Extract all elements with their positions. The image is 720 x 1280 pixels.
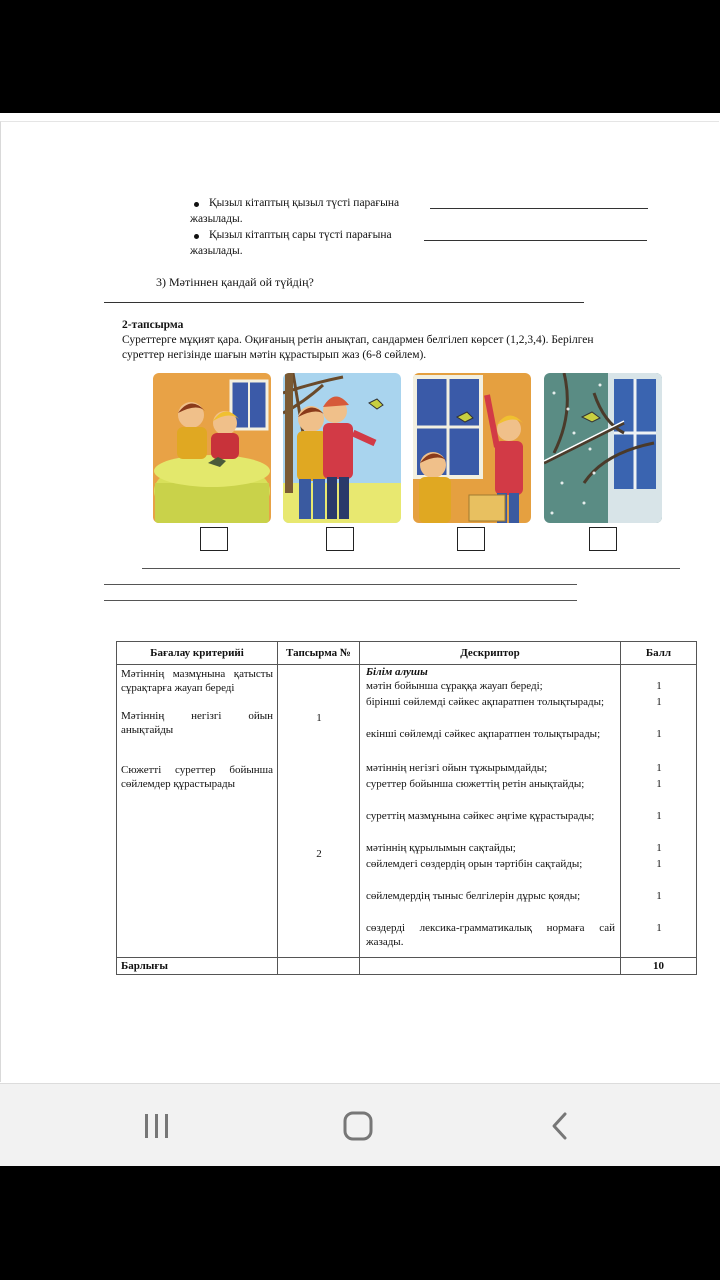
picture-2 [283, 373, 401, 523]
descriptor-item: бірінші сөйлемді сәйкес ақпаратпен толықтырады; [366, 696, 605, 708]
answer-line [142, 568, 680, 569]
bullet-1-cont: жазылады. [190, 213, 243, 225]
back-icon[interactable] [547, 1111, 573, 1141]
table-header-row [117, 642, 697, 665]
score-item: 1 [656, 858, 662, 870]
descriptor-item: сөйлемдердің тыныс белгілерін дұрыс қояды; [366, 890, 581, 902]
answer-line [424, 240, 647, 241]
bullet-1-text: Қызыл кітаптың қызыл түсті парағына [209, 197, 400, 209]
header-score: Балл [621, 642, 697, 665]
recent-apps-icon[interactable] [142, 1112, 172, 1140]
descriptor-item: сөздерді лексика-грамматикалық нормаға сай жазады. [366, 922, 615, 948]
order-box-1[interactable] [200, 527, 228, 551]
document-page [0, 113, 720, 1083]
table-total-row [117, 958, 697, 975]
descriptor-item: суреттер бойынша сюжеттің ретін анықтайды; [366, 778, 585, 790]
criteria-2: Сюжетті суреттер бойынша сөйлемдер құрастырады [121, 764, 273, 790]
task2-line2: суреттер негізінде шағын мәтін құрастырып жаз (6-8 сөйлем). [122, 349, 427, 361]
picture-3 [413, 373, 531, 523]
descriptor-item: сөйлемдегі сөздердің орын тәртібін сақтайды; [366, 858, 583, 870]
answer-line [430, 208, 648, 209]
total-label: Барлығы [117, 958, 278, 975]
answer-line [104, 600, 577, 601]
task-number-2: 2 [316, 848, 322, 860]
score-item: 1 [656, 890, 662, 902]
bullet-dot [194, 202, 199, 207]
bullet-dot [194, 234, 199, 239]
table-body-row [117, 665, 697, 958]
order-box-2[interactable] [326, 527, 354, 551]
score-cell [621, 665, 697, 958]
order-box-4[interactable] [589, 527, 617, 551]
bullet-2-cont: жазылады. [190, 245, 243, 257]
score-item: 1 [656, 842, 662, 854]
score-item: 1 [656, 680, 662, 692]
score-item: 1 [656, 810, 662, 822]
picture-4 [544, 373, 662, 523]
total-empty [360, 958, 621, 975]
score-item: 1 [656, 728, 662, 740]
descriptor-item: мәтіннің құрылымын сақтайды; [366, 842, 516, 854]
bullet-2-text: Қызыл кітаптың сары түсті парағына [209, 229, 392, 241]
total-value: 10 [621, 958, 697, 975]
descriptor-item: екінші сөйлемді сәйкес ақпаратпен толықтырады; [366, 728, 601, 740]
score-item: 1 [656, 762, 662, 774]
criteria-1a: Мәтіннің мазмұнына қатысты сұрақтарға жауап береді [121, 668, 273, 694]
criteria-1b: Мәтіннің негізгі ойын анықтайды [121, 710, 273, 736]
task-number-cell [278, 665, 360, 958]
task2-title: 2-тапсырма [122, 319, 184, 331]
home-icon[interactable] [342, 1111, 374, 1141]
descriptor-subheader: Білім алушы [366, 666, 428, 678]
navigation-bar [0, 1083, 720, 1167]
bottom-bezel [0, 1166, 720, 1280]
descriptor-item: суреттің мазмұнына сәйкес әңгіме құрастырады; [366, 810, 595, 822]
header-criteria: Бағалау критерийі [117, 642, 278, 665]
status-bar [0, 0, 720, 113]
header-task: Тапсырма № [278, 642, 360, 665]
total-empty [278, 958, 360, 975]
answer-line [104, 584, 577, 585]
score-item: 1 [656, 778, 662, 790]
answer-line [104, 302, 584, 303]
task2-line1: Суреттерге мұқият қара. Оқиғаның ретін анықтап, сандармен белгілеп көрсет (1,2,3,4). Берілген [122, 334, 594, 346]
score-item: 1 [656, 922, 662, 934]
question-3: 3) Мәтіннен қандай ой түйдің? [156, 275, 314, 289]
header-descriptor: Дескриптор [360, 642, 621, 665]
descriptor-item: мәтін бойынша сұраққа жауап береді; [366, 680, 543, 692]
task-number-1: 1 [316, 712, 322, 724]
picture-1 [153, 373, 271, 523]
descriptor-cell [360, 665, 621, 958]
criteria-cell [117, 665, 278, 958]
order-box-3[interactable] [457, 527, 485, 551]
descriptor-item: мәтіннің негізгі ойын тұжырымдайды; [366, 762, 548, 774]
score-item: 1 [656, 696, 662, 708]
grading-table [116, 641, 697, 975]
